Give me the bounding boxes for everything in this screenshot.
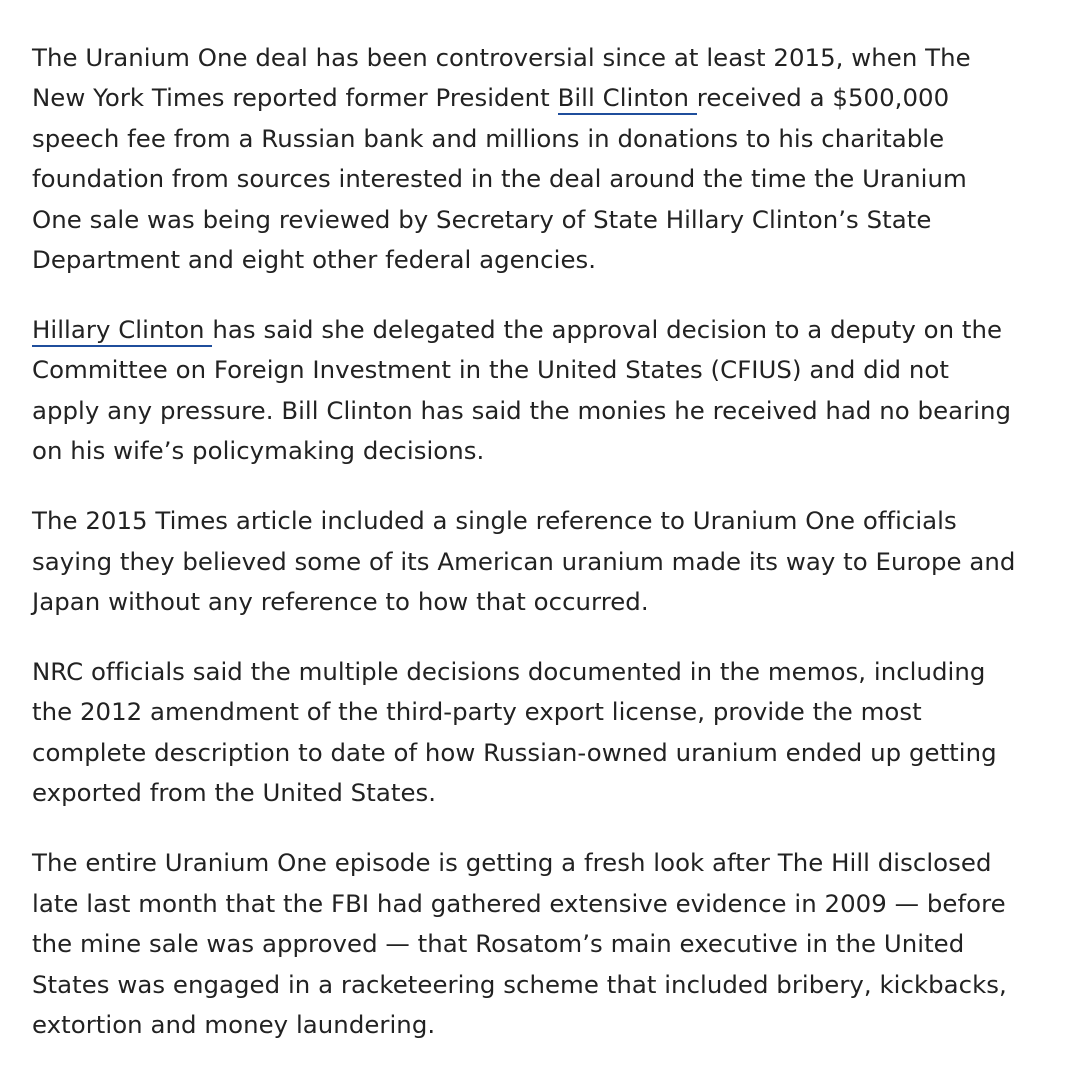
paragraph-times-reference: The 2015 Times article included a single reference to Uranium One officials saying they believed some of its American uranium made its way to Europe and Japan without any reference to how that occurred.: [32, 506, 1016, 617]
paragraph-text: received a $500,000 speech fee from a Russian bank and millions in donations to his charitable foundation from sources interested in the deal around the time the Uranium One sale was being reviewed by Secretary of State Hillary Clinton’s State Department and eight other federal agencies.: [32, 83, 967, 275]
bill-clinton-link[interactable]: Bill Clinton: [558, 83, 697, 115]
paragraph-nrc-officials: NRC officials said the multiple decisions documented in the memos, including the 2012 amendment of the third-party export license, provide the most complete description to date of how Russian-owned uranium ended up getting exported from the United States.: [32, 657, 997, 808]
paragraph-text: The Uranium One deal has been controversial since at least 2015, when The New York Times reported former President: [32, 43, 971, 113]
paragraph-hillary-statement: [32, 310, 1022, 472]
paragraph-text: has said she delegated the approval decision to a deputy on the Committee on Foreign Investment in the United States (CFIUS) and did not apply any pressure. Bill Clinton has said the monies he received had no bearing on his wife’s policymaking decisions.: [32, 315, 1012, 466]
hillary-clinton-link[interactable]: Hillary Clinton: [32, 315, 212, 347]
article-body: [32, 38, 1022, 1075]
paragraph-uranium-one-controversy: [32, 38, 1022, 280]
paragraph-fbi-evidence: The entire Uranium One episode is getting a fresh look after The Hill disclosed late last month that the FBI had gathered extensive evidence in 2009 — before the mine sale was approved — that Rosatom’s main executive in the United States was engaged in a racketeering scheme that included bribery, kickbacks, extortion and money laundering.: [32, 848, 1007, 1039]
